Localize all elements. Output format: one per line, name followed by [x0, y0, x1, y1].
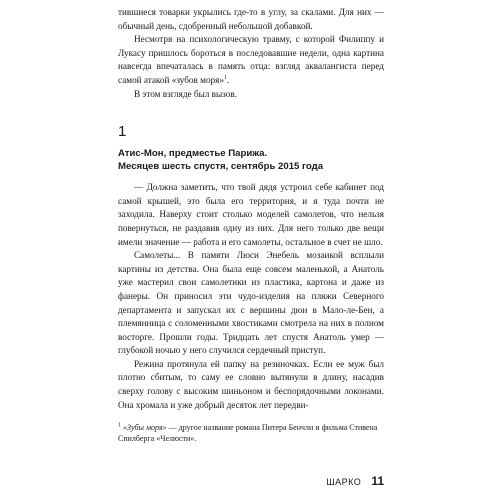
footnote-title: «Зубы моря»	[123, 423, 167, 433]
running-title: ШАРКО	[326, 477, 362, 487]
paragraph-top-1: тившиеся товарки укрылись где-то в углу, за скалами. Для них — обычный день, сдобренный небольшой добавкой.	[118, 7, 384, 31]
chapter-heading	[118, 147, 384, 173]
chapter-heading-line-2: Месяцев шесть спустя, сентябрь 2015 года	[118, 161, 324, 173]
page-number: 11	[371, 474, 384, 488]
paragraph-body-3: Режина протянула ей папку на резиночках. Если ее муж был плотно сбитым, то саму ее словно вытянули в длину, насадив сверху голову с высоким шиньоном и беспорядочными локонами. Она хромала и уже добрый десяток лет передви-	[118, 358, 384, 410]
footnote-ref: 1	[223, 74, 227, 81]
footnote-marker: 1	[118, 422, 121, 429]
book-page	[118, 6, 384, 444]
page-footer	[118, 474, 384, 489]
paragraph-top-2: Несмотря на психологическую травму, с которой Филиппу и Лукасу пришлось бороться в последовавшие недели, одна картина навсегда впечаталась в память отца: взгляд аквалангиста перед самой атакой «зубов моря»$^1$.	[118, 34, 384, 85]
chapter-number: 1	[118, 123, 127, 141]
paragraph-body-2: Самолеты... В памяти Люси Энебель мозаикой всплыли картины из детства. Она была еще совсем маленькой, а Анатоль уже мастерил свои самолетики из пластика, картона и даже из фанеры. Он приносил эти чудо-изделия на пляжи Северного департамента и запускал их с вершины дюн в Мало-ле-Бен, а племянница с соломенными хвостиками смотрела на них в полном восторге. Прошли годы. Тридцать лет спустя Анатоль умер — глубокой ночью у него случился сердечный приступ.	[118, 250, 384, 356]
footnote-text: — другое название романа Питера Бенчли и фильма Стивена Спилберга «Челюсти».	[118, 423, 378, 444]
paragraph-top-3: В этом взгляде был вызов.	[134, 88, 237, 99]
chapter-heading-line-1: Атис-Мон, предместье Парижа.	[118, 148, 268, 160]
paragraph-top-2-text: Несмотря на психологическую травму, с которой Филиппу и Лукасу пришлось бороться в последовавшие недели, одна картина навсегда впечаталась в память отца: взгляд аквалангиста перед самой атакой «зубов моря»	[118, 34, 384, 85]
paragraph-body-1: — Должна заметить, что твой дядя устроил себе кабинет под самой крышей, это была его территория, и я туда почти не заходила. Наверху стоит столько моделей самолетов, что нельзя повернуться, не раздавив одну из них. Для него только две вещи имели значение — работа и его самолеты, остальное в счет не шло.	[118, 182, 384, 247]
footnote	[118, 422, 384, 444]
